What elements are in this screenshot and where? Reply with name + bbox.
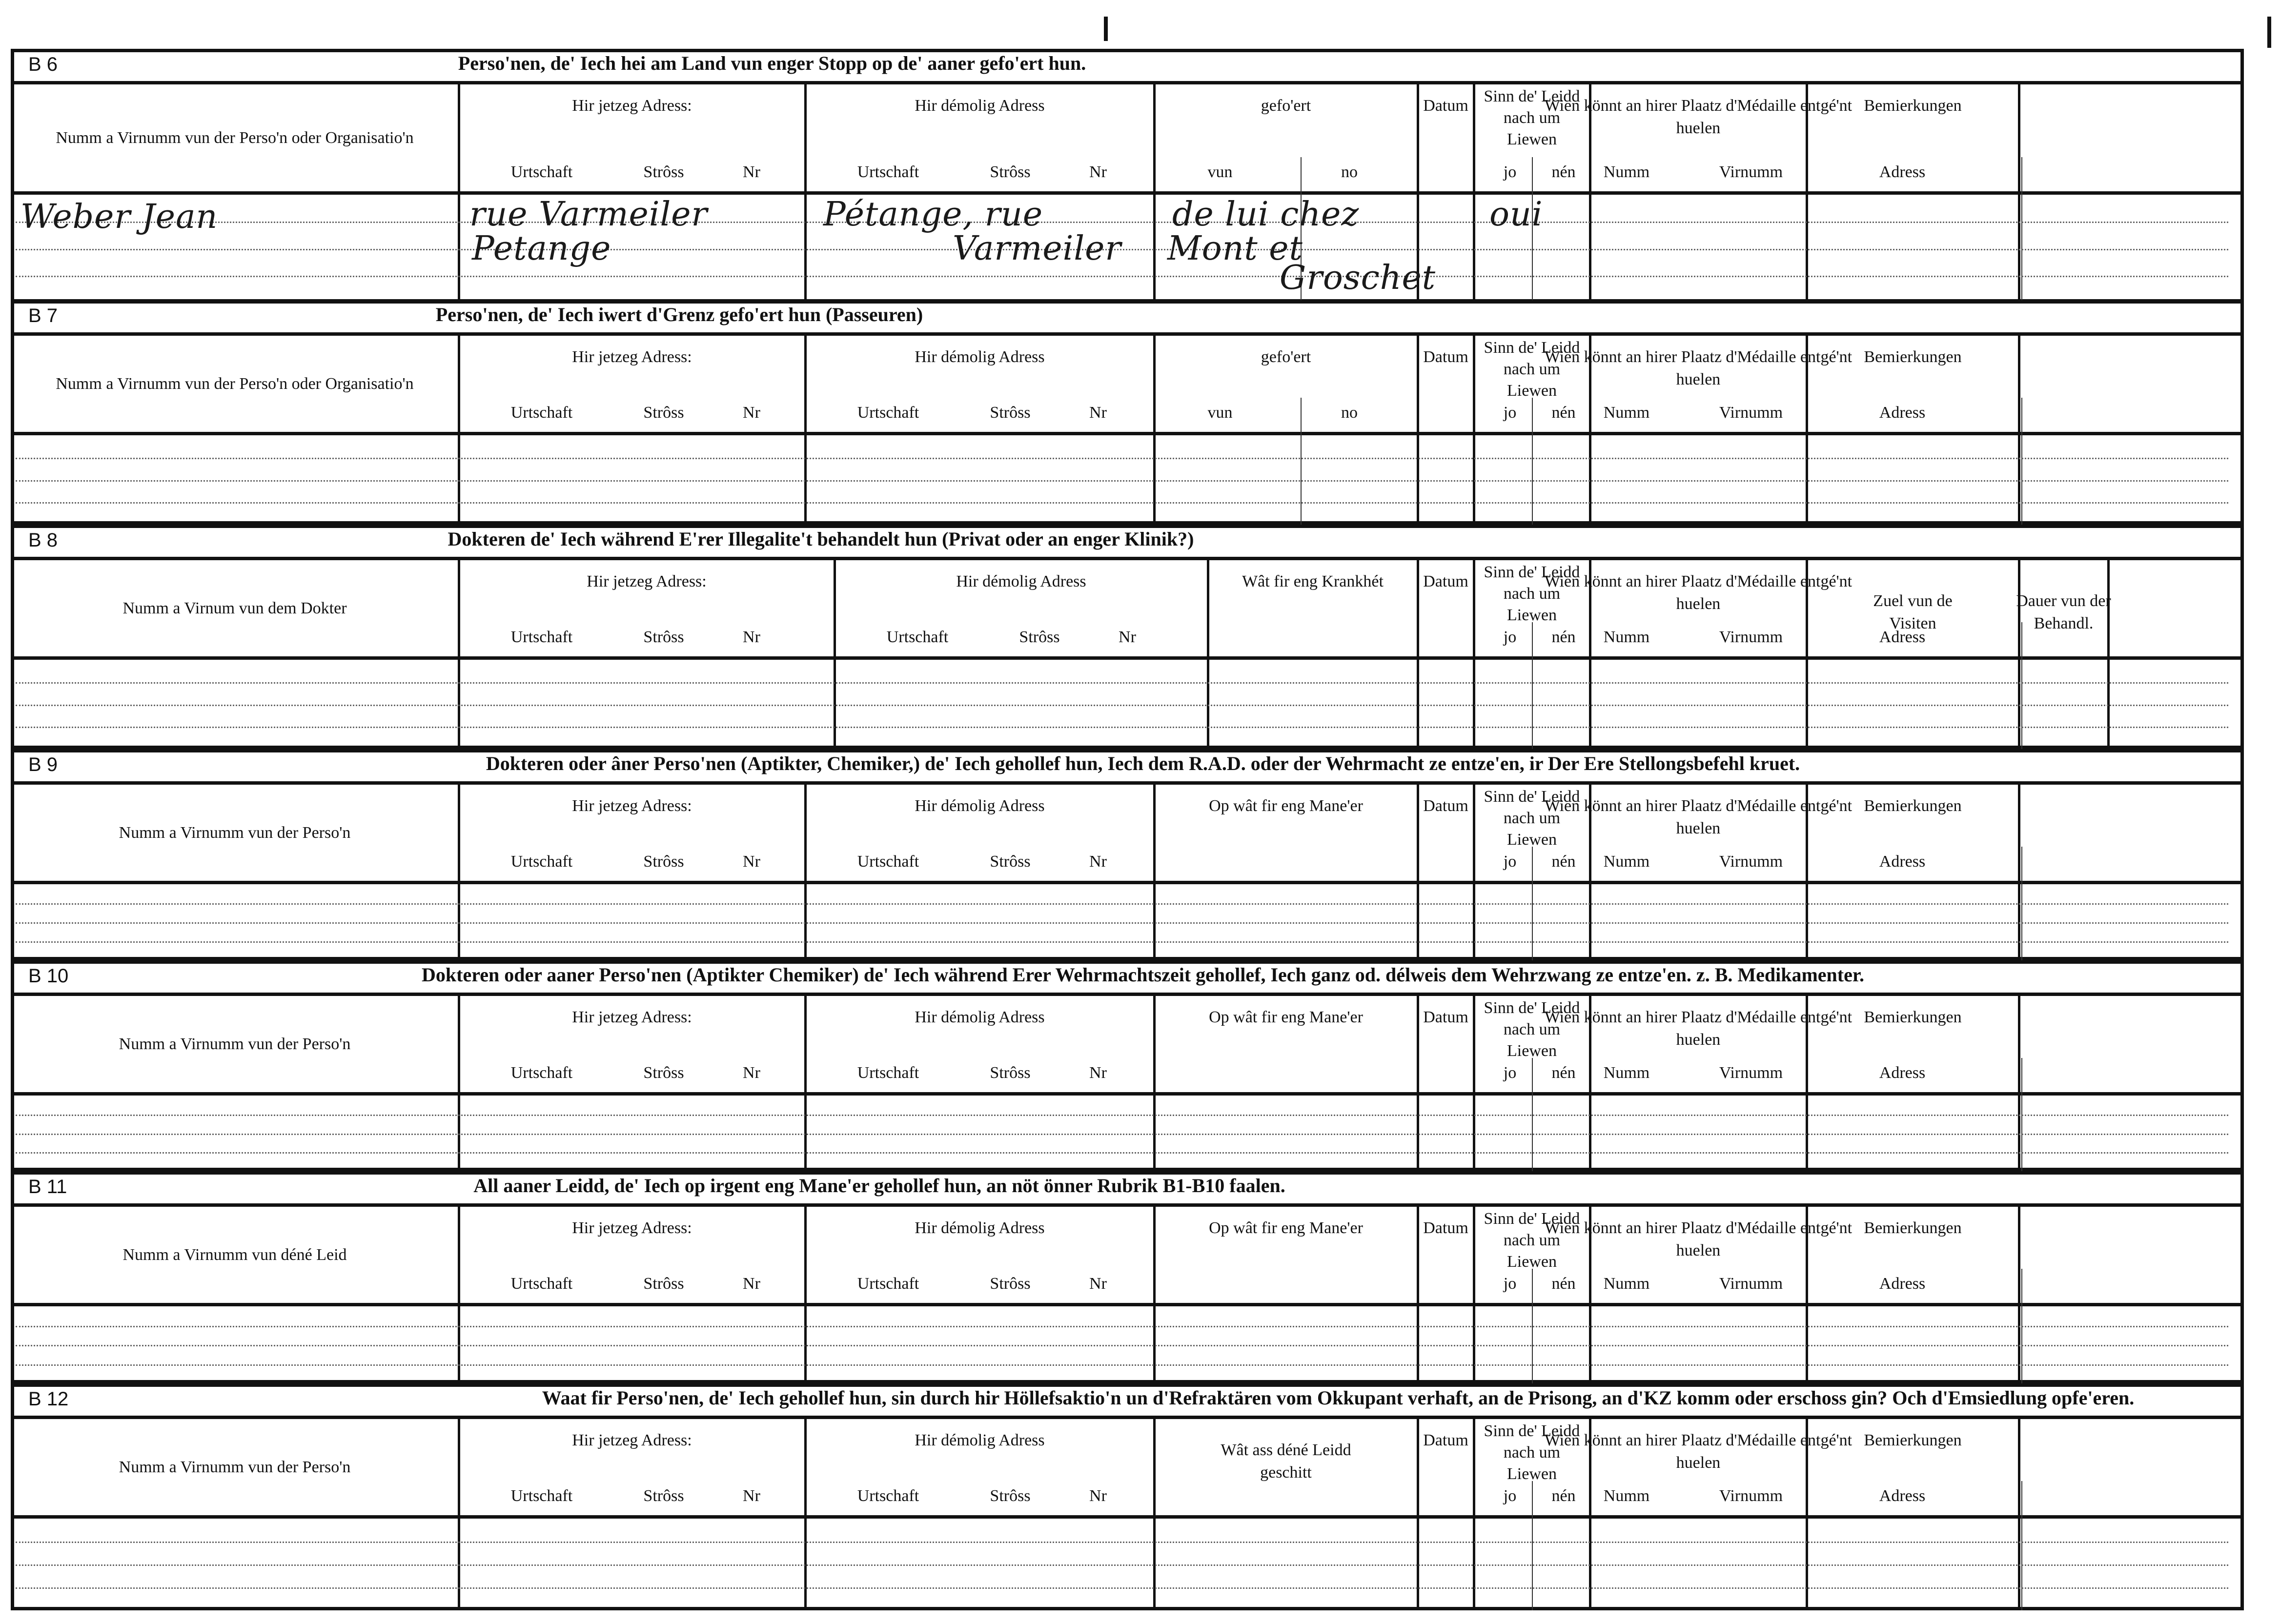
virnumm-label: Virnumm	[1719, 1275, 1783, 1293]
jo-label: jo	[1503, 163, 1517, 181]
jo-label: jo	[1503, 628, 1517, 646]
section-b-11	[11, 1171, 2244, 1383]
name-column-label: Numm a Virnumm vun der Perso'n	[119, 824, 351, 842]
section-title: Perso'nen, de' Iech iwert d'Grenz gefo'ert hun (Passeuren)	[435, 304, 923, 325]
medal-label: Wien könnt an hirer Plaatz d'Médaille entgé'nt huelen	[1544, 1008, 1852, 1049]
stross-label: Strôss	[990, 1064, 1031, 1082]
crop-mark	[2267, 17, 2271, 48]
remarks-label: Bemierkungen	[1864, 797, 1962, 815]
column-divider	[1417, 335, 1419, 525]
header-rule	[11, 1303, 2244, 1306]
column-divider	[2018, 784, 2020, 960]
name-column-label: Numm a Virnumm vun der Perso'n	[119, 1035, 351, 1053]
medal-label: Wien könnt an hirer Plaatz d'Médaille entgé'nt huelen	[1544, 348, 1852, 388]
handwritten-name: Weber Jean	[20, 198, 218, 236]
column-divider	[834, 560, 836, 749]
visits-label: Zuel vun de Visiten	[1873, 592, 1953, 632]
jo-label: jo	[1503, 1487, 1517, 1505]
section-title: Waat fir Perso'nen, de' Iech gehollef hun, sin durch hir Höllefsaktio'n un d'Refraktären vom Okkupant verhaft, an de Prisong, an d'KZ komm oder erschoss gin? Och d'Emsiedlung opfe'eren.	[542, 1387, 2135, 1409]
datum-label: Datum	[1423, 1219, 1468, 1237]
sinn-label: Sinn de' Leidd nach um Liewen	[1484, 1422, 1580, 1483]
nen-label: nén	[1551, 1487, 1576, 1505]
what-happened-label: Wât ass déné Leidd geschitt	[1221, 1441, 1351, 1482]
section-code: B 6	[28, 54, 58, 75]
numm-label: Numm	[1603, 628, 1650, 646]
title-rule	[11, 1203, 2244, 1207]
title-rule	[11, 993, 2244, 996]
former-address-label: Hir démolig Adress	[956, 572, 1086, 590]
handwritten-via: de lui chez	[1172, 195, 1360, 234]
numm-divider	[2021, 398, 2022, 525]
nr-label: Nr	[1089, 1064, 1107, 1082]
nen-label: nén	[1551, 163, 1576, 181]
column-divider	[2018, 335, 2020, 525]
title-rule	[11, 557, 2244, 560]
vun-label: vun	[1207, 163, 1233, 181]
virnumm-label: Virnumm	[1719, 628, 1783, 646]
column-divider	[458, 84, 460, 303]
stross-label: Strôss	[990, 1487, 1031, 1505]
current-address-label: Hir jetzeg Adress:	[572, 1219, 692, 1237]
column-divider	[1473, 560, 1475, 749]
ruled-line	[16, 458, 2228, 459]
former-address-label: Hir démolig Adress	[915, 797, 1045, 815]
datum-label: Datum	[1423, 572, 1468, 590]
nr-label: Nr	[1089, 1275, 1107, 1293]
column-divider	[1207, 560, 1209, 749]
stross-label: Strôss	[643, 1487, 684, 1505]
current-address-label: Hir jetzeg Adress:	[572, 1431, 692, 1449]
urtschaft-label: Urtschaft	[857, 404, 919, 422]
urtschaft-label: Urtschaft	[510, 1275, 573, 1293]
stross-label: Strôss	[643, 1064, 684, 1082]
nr-label: Nr	[1119, 628, 1136, 646]
medal-label: Wien könnt an hirer Plaatz d'Médaille entgé'nt huelen	[1544, 97, 1852, 137]
section-code: B 7	[28, 305, 58, 326]
adress-label: Adress	[1879, 1064, 1926, 1082]
remarks-label: Bemierkungen	[1864, 1008, 1962, 1026]
former-address-label: Hir démolig Adress	[915, 1008, 1045, 1026]
adress-label: Adress	[1879, 404, 1926, 422]
current-address-label: Hir jetzeg Adress:	[587, 572, 707, 590]
column-divider	[2018, 84, 2020, 303]
remarks-label: Bemierkungen	[1864, 1431, 1962, 1449]
former-address-label: Hir démolig Adress	[915, 348, 1045, 366]
datum-label: Datum	[1423, 1008, 1468, 1026]
virnumm-label: Virnumm	[1719, 853, 1783, 871]
ruled-line	[16, 1326, 2228, 1327]
title-rule	[11, 781, 2244, 785]
ruled-line	[16, 1134, 2228, 1135]
numm-label: Numm	[1603, 853, 1650, 871]
column-divider	[1473, 84, 1475, 303]
section-code: B 11	[28, 1176, 67, 1198]
column-divider	[2018, 995, 2020, 1171]
name-column-label: Numm a Virnumm vun der Perso'n oder Organisatio'n	[56, 375, 414, 393]
remarks-label: Bemierkungen	[1864, 97, 1962, 115]
column-divider	[458, 335, 460, 525]
medal-label: Wien könnt an hirer Plaatz d'Médaille entgé'nt huelen	[1544, 797, 1852, 837]
section-title: Dokteren oder aaner Perso'nen (Aptikter Chemiker) de' Iech während Erer Wehrmachtszeit gehollef, Iech ganz od. délweis dem Wehrzwang ze entze'en. z. B. Medikamenter.	[422, 964, 1864, 986]
virnumm-label: Virnumm	[1719, 404, 1783, 422]
jo-label: jo	[1503, 1064, 1517, 1082]
column-divider	[458, 784, 460, 960]
former-address-label: Hir démolig Adress	[915, 1219, 1045, 1237]
manner-label: Op wât fir eng Mane'er	[1209, 1008, 1363, 1026]
urtschaft-label: Urtschaft	[857, 163, 919, 181]
nr-label: Nr	[743, 163, 760, 181]
sinn-label: Sinn de' Leidd nach um Liewen	[1484, 999, 1580, 1060]
adress-label: Adress	[1879, 163, 1926, 181]
ruled-line	[16, 1115, 2228, 1116]
virnumm-label: Virnumm	[1719, 1064, 1783, 1082]
nen-label: nén	[1551, 404, 1576, 422]
nr-label: Nr	[743, 853, 760, 871]
column-divider	[1473, 1206, 1475, 1383]
ruled-line	[16, 705, 2228, 706]
column-divider	[2018, 1206, 2020, 1383]
ruled-line	[16, 1542, 2228, 1543]
nen-label: nén	[1551, 1064, 1576, 1082]
ruled-line	[16, 222, 2228, 223]
column-divider	[1417, 560, 1419, 749]
column-divider	[804, 84, 807, 303]
handwritten-former-address: Pétange, rue	[823, 195, 1043, 234]
no-label: no	[1341, 163, 1358, 181]
stross-label: Strôss	[643, 628, 684, 646]
urtschaft-label: Urtschaft	[510, 163, 573, 181]
nen-label: nén	[1551, 853, 1576, 871]
former-address-label: Hir démolig Adress	[915, 1431, 1045, 1449]
numm-divider	[2021, 622, 2022, 749]
jo-label: jo	[1503, 853, 1517, 871]
adress-label: Adress	[1879, 628, 1926, 646]
stross-label: Strôss	[1019, 628, 1060, 646]
column-divider	[1473, 995, 1475, 1171]
title-rule	[11, 81, 2244, 84]
urtschaft-label: Urtschaft	[857, 1487, 919, 1505]
ruled-line	[16, 276, 2228, 277]
jo-nen-divider	[1532, 398, 1533, 525]
title-rule	[11, 1416, 2244, 1419]
column-divider	[458, 560, 460, 749]
column-divider	[804, 784, 807, 960]
virnumm-label: Virnumm	[1719, 1487, 1783, 1505]
medal-label: Wien könnt an hirer Plaatz d'Médaille entgé'nt huelen	[1544, 1219, 1852, 1259]
current-address-label: Hir jetzeg Adress:	[572, 97, 692, 115]
current-address-label: Hir jetzeg Adress:	[572, 348, 692, 366]
column-divider	[1153, 335, 1156, 525]
column-divider	[1473, 784, 1475, 960]
stross-label: Strôss	[643, 853, 684, 871]
vun-label: vun	[1207, 404, 1233, 422]
section-title: All aaner Leidd, de' Iech op irgent eng Mane'er gehollef hun, an nöt önner Rubrik B1-B10 faalen.	[473, 1175, 1285, 1197]
ruled-line	[16, 727, 2228, 728]
column-divider	[2018, 560, 2020, 749]
manner-label: Op wât fir eng Mane'er	[1209, 797, 1363, 815]
urtschaft-label: Urtschaft	[510, 1064, 573, 1082]
handwritten-via: Mont et	[1167, 229, 1303, 268]
column-divider	[1473, 1419, 1475, 1610]
datum-label: Datum	[1423, 97, 1468, 115]
nr-label: Nr	[1089, 1487, 1107, 1505]
column-divider	[1153, 1419, 1156, 1610]
column-divider	[1153, 1206, 1156, 1383]
name-column-label: Numm a Virnumm vun der Perso'n oder Organisatio'n	[56, 129, 414, 147]
nen-label: nén	[1551, 1275, 1576, 1293]
ruled-line	[16, 1364, 2228, 1366]
datum-label: Datum	[1423, 797, 1468, 815]
column-divider	[1417, 995, 1419, 1171]
ruled-line	[16, 922, 2228, 924]
ruled-line	[16, 249, 2228, 250]
section-b-7	[11, 300, 2244, 525]
adress-label: Adress	[1879, 1275, 1926, 1293]
section-b-10	[11, 960, 2244, 1171]
urtschaft-label: Urtschaft	[510, 853, 573, 871]
urtschaft-label: Urtschaft	[857, 1064, 919, 1082]
nr-label: Nr	[1089, 853, 1107, 871]
header-rule	[11, 191, 2244, 195]
column-divider	[2018, 1419, 2020, 1610]
duration-label: Dauer vun der Behandl.	[2016, 592, 2111, 632]
section-b-8	[11, 525, 2244, 749]
column-divider	[458, 1419, 460, 1610]
section-code: B 8	[28, 529, 58, 551]
header-rule	[11, 1092, 2244, 1096]
column-divider	[804, 335, 807, 525]
column-divider	[1473, 335, 1475, 525]
header-rule	[11, 881, 2244, 884]
column-divider	[458, 1206, 460, 1383]
medal-label: Wien könnt an hirer Plaatz d'Médaille entgé'nt huelen	[1544, 572, 1852, 613]
header-rule	[11, 656, 2244, 660]
handwritten-current-city: Petange	[472, 229, 611, 268]
title-rule	[11, 332, 2244, 336]
stross-label: Strôss	[990, 1275, 1031, 1293]
column-divider	[1417, 1206, 1419, 1383]
sinn-label: Sinn de' Leidd nach um Liewen	[1484, 563, 1580, 624]
ruled-line	[16, 502, 2228, 504]
handwritten-current-address: rue Varmeiler	[469, 195, 708, 234]
adress-label: Adress	[1879, 853, 1926, 871]
column-divider	[1153, 995, 1156, 1171]
column-divider	[1417, 784, 1419, 960]
nr-label: Nr	[743, 404, 760, 422]
stross-label: Strôss	[990, 404, 1031, 422]
jo-nen-divider	[1532, 622, 1533, 749]
nr-label: Nr	[743, 628, 760, 646]
numm-label: Numm	[1603, 163, 1650, 181]
stross-label: Strôss	[643, 163, 684, 181]
nr-label: Nr	[1089, 404, 1107, 422]
ruled-line	[16, 1564, 2228, 1566]
handwritten-former-street: Varmeiler	[953, 229, 1121, 268]
section-title: Dokteren oder âner Perso'nen (Aptikter, Chemiker,) de' Iech gehollef hun, Iech dem R.A.D. oder der Wehrmacht ze entze'en, ir Der Ere Stellongsbefehl kruet.	[486, 752, 1800, 774]
numm-divider	[2021, 1481, 2022, 1610]
name-column-label: Numm a Virnumm vun der Perso'n	[119, 1458, 351, 1476]
name-column-label: Numm a Virnum vun dem Dokter	[122, 599, 347, 617]
nr-label: Nr	[743, 1487, 760, 1505]
ruled-line	[16, 1152, 2228, 1154]
column-divider	[1153, 84, 1156, 303]
jo-label: jo	[1503, 1275, 1517, 1293]
stross-label: Strôss	[990, 853, 1031, 871]
numm-label: Numm	[1603, 1487, 1650, 1505]
urtschaft-label: Urtschaft	[857, 1275, 919, 1293]
gefoert-label: gefo'ert	[1261, 97, 1311, 115]
column-divider	[804, 1419, 807, 1610]
section-b-9	[11, 749, 2244, 960]
nen-label: nén	[1551, 628, 1576, 646]
nr-label: Nr	[1089, 163, 1107, 181]
adress-label: Adress	[1879, 1487, 1926, 1505]
section-code: B 12	[28, 1388, 69, 1410]
urtschaft-label: Urtschaft	[510, 1487, 573, 1505]
ruled-line	[16, 903, 2228, 905]
remarks-label: Bemierkungen	[1864, 1219, 1962, 1237]
section-code: B 10	[28, 965, 69, 987]
ruled-line	[16, 1345, 2228, 1346]
stross-label: Strôss	[990, 163, 1031, 181]
virnumm-label: Virnumm	[1719, 163, 1783, 181]
nr-label: Nr	[743, 1064, 760, 1082]
illness-label: Wât fir eng Krankhét	[1242, 572, 1384, 590]
numm-divider	[2021, 157, 2022, 303]
urtschaft-label: Urtschaft	[510, 628, 573, 646]
former-address-label: Hir démolig Adress	[915, 97, 1045, 115]
urtschaft-label: Urtschaft	[510, 404, 573, 422]
column-divider	[1153, 784, 1156, 960]
ruled-line	[16, 941, 2228, 943]
current-address-label: Hir jetzeg Adress:	[572, 1008, 692, 1026]
handwritten-via: Groschet	[1280, 259, 1436, 297]
manner-label: Op wât fir eng Mane'er	[1209, 1219, 1363, 1237]
crop-mark	[1104, 17, 1108, 41]
numm-label: Numm	[1603, 404, 1650, 422]
datum-label: Datum	[1423, 348, 1468, 366]
column-divider	[1417, 1419, 1419, 1610]
header-rule	[11, 1515, 2244, 1519]
column-divider	[2107, 560, 2110, 749]
urtschaft-label: Urtschaft	[857, 853, 919, 871]
nr-label: Nr	[743, 1275, 760, 1293]
sinn-label: Sinn de' Leidd nach um Liewen	[1484, 87, 1580, 148]
header-rule	[11, 432, 2244, 435]
section-code: B 9	[28, 754, 58, 775]
jo-nen-divider	[1532, 1481, 1533, 1610]
no-label: no	[1341, 404, 1358, 422]
column-divider	[804, 1206, 807, 1383]
jo-label: jo	[1503, 404, 1517, 422]
section-title: Perso'nen, de' Iech hei am Land vun enger Stopp op de' aaner gefo'ert hun.	[458, 52, 1086, 74]
sinn-label: Sinn de' Leidd nach um Liewen	[1484, 1210, 1580, 1271]
urtschaft-label: Urtschaft	[886, 628, 949, 646]
name-column-label: Numm a Virnumm vun déné Leid	[122, 1246, 347, 1264]
section-b-12	[11, 1383, 2244, 1610]
datum-label: Datum	[1423, 1431, 1468, 1449]
remarks-label: Bemierkungen	[1864, 348, 1962, 366]
handwritten-yes: oui	[1489, 195, 1543, 234]
column-divider	[804, 995, 807, 1171]
numm-label: Numm	[1603, 1275, 1650, 1293]
ruled-line	[16, 1587, 2228, 1589]
ruled-line	[16, 480, 2228, 482]
numm-label: Numm	[1603, 1064, 1650, 1082]
stross-label: Strôss	[643, 404, 684, 422]
section-b-6	[11, 49, 2244, 303]
ruled-line	[16, 682, 2228, 684]
section-title: Dokteren de' Iech während E'rer Illegalite't behandelt hun (Privat oder an enger Klinik?)	[448, 528, 1194, 550]
column-divider	[458, 995, 460, 1171]
gefoert-divider	[1301, 398, 1302, 525]
gefoert-label: gefo'ert	[1261, 348, 1311, 366]
sinn-label: Sinn de' Leidd nach um Liewen	[1484, 788, 1580, 849]
sinn-label: Sinn de' Leidd nach um Liewen	[1484, 339, 1580, 400]
medal-label: Wien könnt an hirer Plaatz d'Médaille entgé'nt huelen	[1544, 1431, 1852, 1472]
stross-label: Strôss	[643, 1275, 684, 1293]
current-address-label: Hir jetzeg Adress:	[572, 797, 692, 815]
